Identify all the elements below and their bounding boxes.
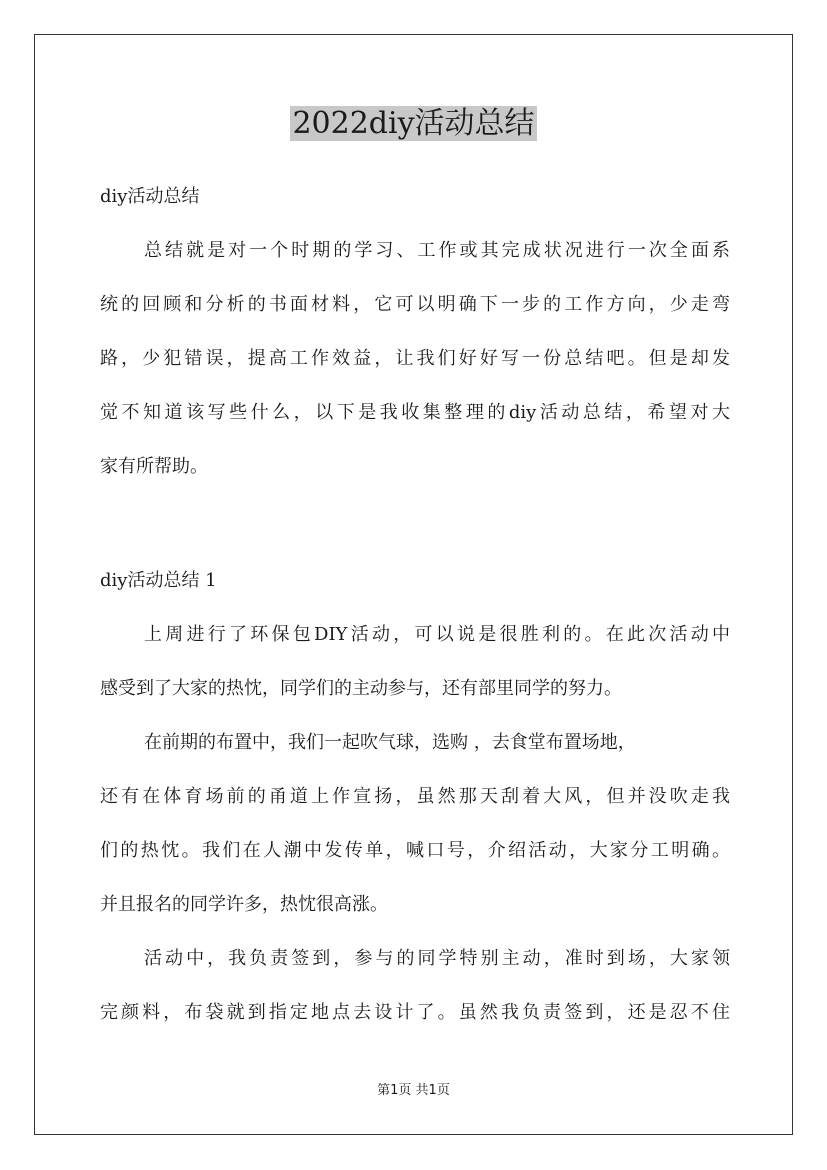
section-heading: diy活动总结 1 xyxy=(100,570,217,591)
intro-line: 统的回顾和分析的书面材料，它可以明确下一步的工作方向，少走弯 xyxy=(100,294,730,315)
intro-line: 总结就是对一个时期的学习、工作或其完成状况进行一次全面系 xyxy=(144,240,730,261)
intro-line: 路，少犯错误，提高工作效益，让我们好好写一份总结吧。但是却发 xyxy=(100,348,730,369)
body-line: 并且报名的同学许多，热忱很高涨。 xyxy=(100,894,388,915)
body-line: 在前期的布置中，我们一起吹气球，选购 ，去食堂布置场地， xyxy=(144,732,636,753)
document-body xyxy=(100,170,730,1040)
body-line: 上周进行了环保包DIY活动，可以说是很胜利的。在此次活动中 xyxy=(144,624,730,645)
body-line: 还有在体育场前的甬道上作宣扬，虽然那天刮着大风，但并没吹走我 xyxy=(100,786,730,807)
intro-line: 觉不知道该写些什么，以下是我收集整理的diy活动总结，希望对大 xyxy=(100,402,730,423)
body-line: 感受到了大家的热忱，同学们的主动参与，还有部里同学的努力。 xyxy=(100,678,622,699)
body-line: 完颜料，布袋就到指定地点去设计了。虽然我负责签到，还是忍不住 xyxy=(100,1002,730,1023)
intro-line: 家有所帮助。 xyxy=(100,456,208,477)
body-line: 活动中，我负责签到，参与的同学特别主动，准时到场，大家领 xyxy=(144,948,730,969)
document-title-text: 2022diy活动总结 xyxy=(292,106,535,141)
paragraph-gap xyxy=(100,494,730,554)
page-footer xyxy=(0,1082,827,1100)
page-number: 第1页 共1页 xyxy=(377,1083,450,1098)
subtitle: diy活动总结 xyxy=(100,186,200,207)
document-title xyxy=(0,104,827,144)
body-line: 们的热忱。我们在人潮中发传单，喊口号，介绍活动，大家分工明确。 xyxy=(100,840,730,861)
